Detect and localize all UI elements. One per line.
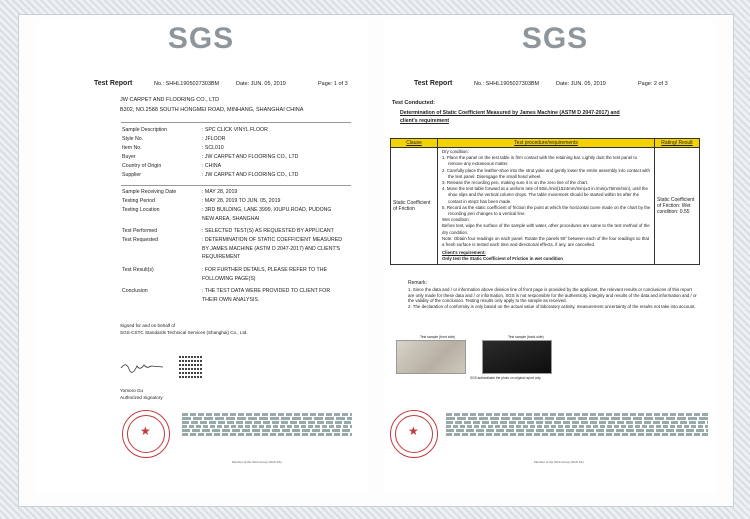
field-value: : SCL010 — [202, 145, 224, 151]
dry-step: 4. Move the test table forward at a uniform rate of 60in./min(1524mm/min)±3 in./min(±76mm/min), until the shoe slips and the vertical column drops. The table movement should be started within 5s after the contact in step2 has been made. — [442, 186, 648, 204]
column-header-result: Rating/ Result — [655, 139, 700, 148]
dry-step: 2. Carefully place the leather-shoe into the strut yoke and gently lower the entire assembly into contact with the test panel. Disengage the small hand wheel. — [442, 167, 650, 179]
field-label: Test Requested — [122, 237, 159, 243]
report-header — [414, 80, 688, 90]
field-value: : SELECTED TEST(S) AS REQUESTED BY APPLICANT — [202, 228, 334, 234]
client-requirement-title: Client's requirement: — [442, 250, 486, 256]
field-label: Testing Period — [122, 198, 155, 204]
report-date: Date: JUN. 05, 2019 — [236, 81, 286, 87]
applicant-address: B302, NO.2588 SOUTH HONGMEI ROAD, MINHANG, SHANGHAI CHINA — [120, 107, 304, 113]
field-label: Conclusion — [122, 288, 148, 294]
field-value: : DETERMINATION OF STATIC COEFFICIENT MEASURED BY JAMES MACHINE (ASTM D 2047-2017) AND CLIENT'S REQUIREMENT — [202, 237, 342, 260]
report-header — [94, 80, 368, 90]
test-method-heading: Determination of Static Coefficient Measured by James Machine (ASTM D 2047-2017) and — [400, 110, 620, 116]
wet-condition-note: Note: Obtain four readings on each panel. Rotate the panels 90° between each of the four readings so that a fresh surface is tested each time and directional effects, if any, are cancelled. — [442, 235, 650, 248]
field-label: Supplier — [122, 172, 142, 178]
applicant-name: JW CARPET AND FLOORING CO., LTD — [120, 97, 220, 103]
report-number: No.: SHHL1905027303BM — [474, 81, 540, 87]
field-value: : 3RD BUILDING, LANE 3999, XIUPU ROAD, PUDONG NEW AREA, SHANGHAI — [202, 207, 332, 222]
official-seal-icon: ★ — [122, 410, 170, 458]
signed-for: Signed for and on behalf of — [120, 323, 176, 328]
sgs-logo: SGS — [167, 22, 235, 55]
wet-condition-text: Before test, wipe the surface of the sample with water, other procedures are same to the test method of the dry condition. — [442, 223, 650, 235]
signatory-name: Yomoro Gu — [120, 388, 144, 393]
sgs-logo: SGS — [521, 22, 589, 55]
report-number: No.: SHHL1905027303BM — [154, 81, 220, 87]
dry-step: 5. Record as the static coefficient of friction the point at which the horizontal curve made on the chart by the recording pen changes to a vertical line. — [442, 204, 651, 217]
field-value: : JW CARPET AND FLOORING CO., LTD — [202, 154, 299, 160]
field-label: Test Performed — [122, 228, 158, 234]
field-label: Sample Description — [122, 127, 167, 133]
result-cell: Static Coefficient of Friction: Wet condition: 0.55 — [655, 148, 700, 265]
dry-step: 1. Place the panel on the test table in firm contact with the retaining bar. Lightly dust the test panel to remove any extraneous matter. — [442, 155, 638, 167]
report-title: Test Report — [414, 80, 453, 87]
field-label: Sample Receiving Date — [122, 189, 177, 195]
report-page-2 — [384, 22, 716, 492]
sample-photo-back — [482, 340, 552, 374]
field-label: Buyer — [122, 154, 136, 160]
divider-line — [121, 185, 351, 186]
field-value: : JFLOOR — [202, 136, 226, 142]
field-label: Country of Origin — [122, 163, 162, 169]
column-header-clause: Clause — [391, 139, 438, 148]
official-seal-icon: ★ — [390, 410, 438, 458]
page-number: Page: 2 of 3 — [638, 81, 668, 87]
remark-item: 1. Since the data and / or information above division line of front page is provided by the applicant, the relevant results or conclusions of this report are only made for these data and / or information, SGS is not responsible for the authenticity, integrity and results of the data and information and / or the validity of the conclusion. Testing results only apply to the sample as received. — [408, 287, 697, 304]
client-requirement-text: Only test the Static Coefficient of Friction in wet condition — [442, 256, 563, 262]
terms-fine-print — [446, 412, 708, 437]
terms-fine-print — [182, 412, 352, 437]
remark-item: 2. The declaration of conformity is only based on the actual value of laboratory activity, measurement uncertainty of the results not take into account. — [408, 303, 696, 309]
field-value: : MAY 28, 2019 — [202, 189, 238, 195]
field-label: Test Result(s) — [122, 267, 154, 273]
signature-icon — [120, 360, 164, 374]
photo-caption-front: Test sample (front side) — [420, 335, 456, 339]
signatory-title: Authorized Signatory — [120, 395, 163, 400]
photo-authentication-note: SGS authenticate the photo on original report only — [470, 376, 541, 380]
field-value: : CHINA — [202, 163, 222, 169]
qr-code-icon — [179, 354, 203, 378]
remarks-list — [408, 287, 698, 309]
field-label: Testing Location — [122, 207, 160, 213]
page-number: Page: 1 of 3 — [318, 81, 348, 87]
test-procedure-table — [390, 138, 700, 265]
field-label: Item No. — [122, 145, 142, 151]
remark-title: Remark: — [408, 280, 427, 286]
field-value: : THE TEST DATA WERE PROVIDED TO CLIENT FOR THEIR OWN ANALYSIS. — [202, 288, 331, 303]
field-value: : MAY 28, 2019 TO JUN. 05, 2019 — [202, 198, 281, 204]
sgs-group-member: Member of the SGS Group (SGS SA) — [534, 460, 584, 464]
clause-cell: Static Coefficient of Friction — [391, 148, 438, 265]
dry-step: 3. Release the recording pen, making sure it is on the zero line of the chart. — [442, 180, 589, 186]
divider-line — [121, 122, 351, 123]
column-header-procedure: Test procedure/requirements — [438, 139, 655, 148]
sample-photo-front — [396, 340, 466, 374]
signing-organization: SGS-CSTC Standards Technical Services (Shanghai) Co., Ltd. — [120, 330, 248, 335]
field-value: : SPC CLICK VINYL FLOOR — [202, 127, 268, 133]
field-value: : FOR FURTHER DETAILS, PLEASE REFER TO THE FOLLOWING PAGE(S) — [202, 267, 327, 282]
field-label: Style No. — [122, 136, 144, 142]
report-title: Test Report — [94, 80, 133, 87]
field-value: : JW CARPET AND FLOORING CO., LTD — [202, 172, 299, 178]
report-page-1 — [36, 22, 368, 492]
dry-condition-title: Dry condition: — [442, 149, 469, 154]
sgs-group-member: Member of the SGS Group (SGS SA) — [232, 460, 282, 464]
test-method-heading-2: client's requirement — [400, 118, 450, 124]
test-conducted-label: Test Conducted: — [392, 100, 435, 106]
wet-condition-title: Wet condition: — [442, 217, 470, 223]
report-date: Date: JUN. 05, 2019 — [556, 81, 606, 87]
photo-caption-back: Test sample (back side) — [508, 335, 544, 339]
procedure-cell — [438, 148, 655, 265]
